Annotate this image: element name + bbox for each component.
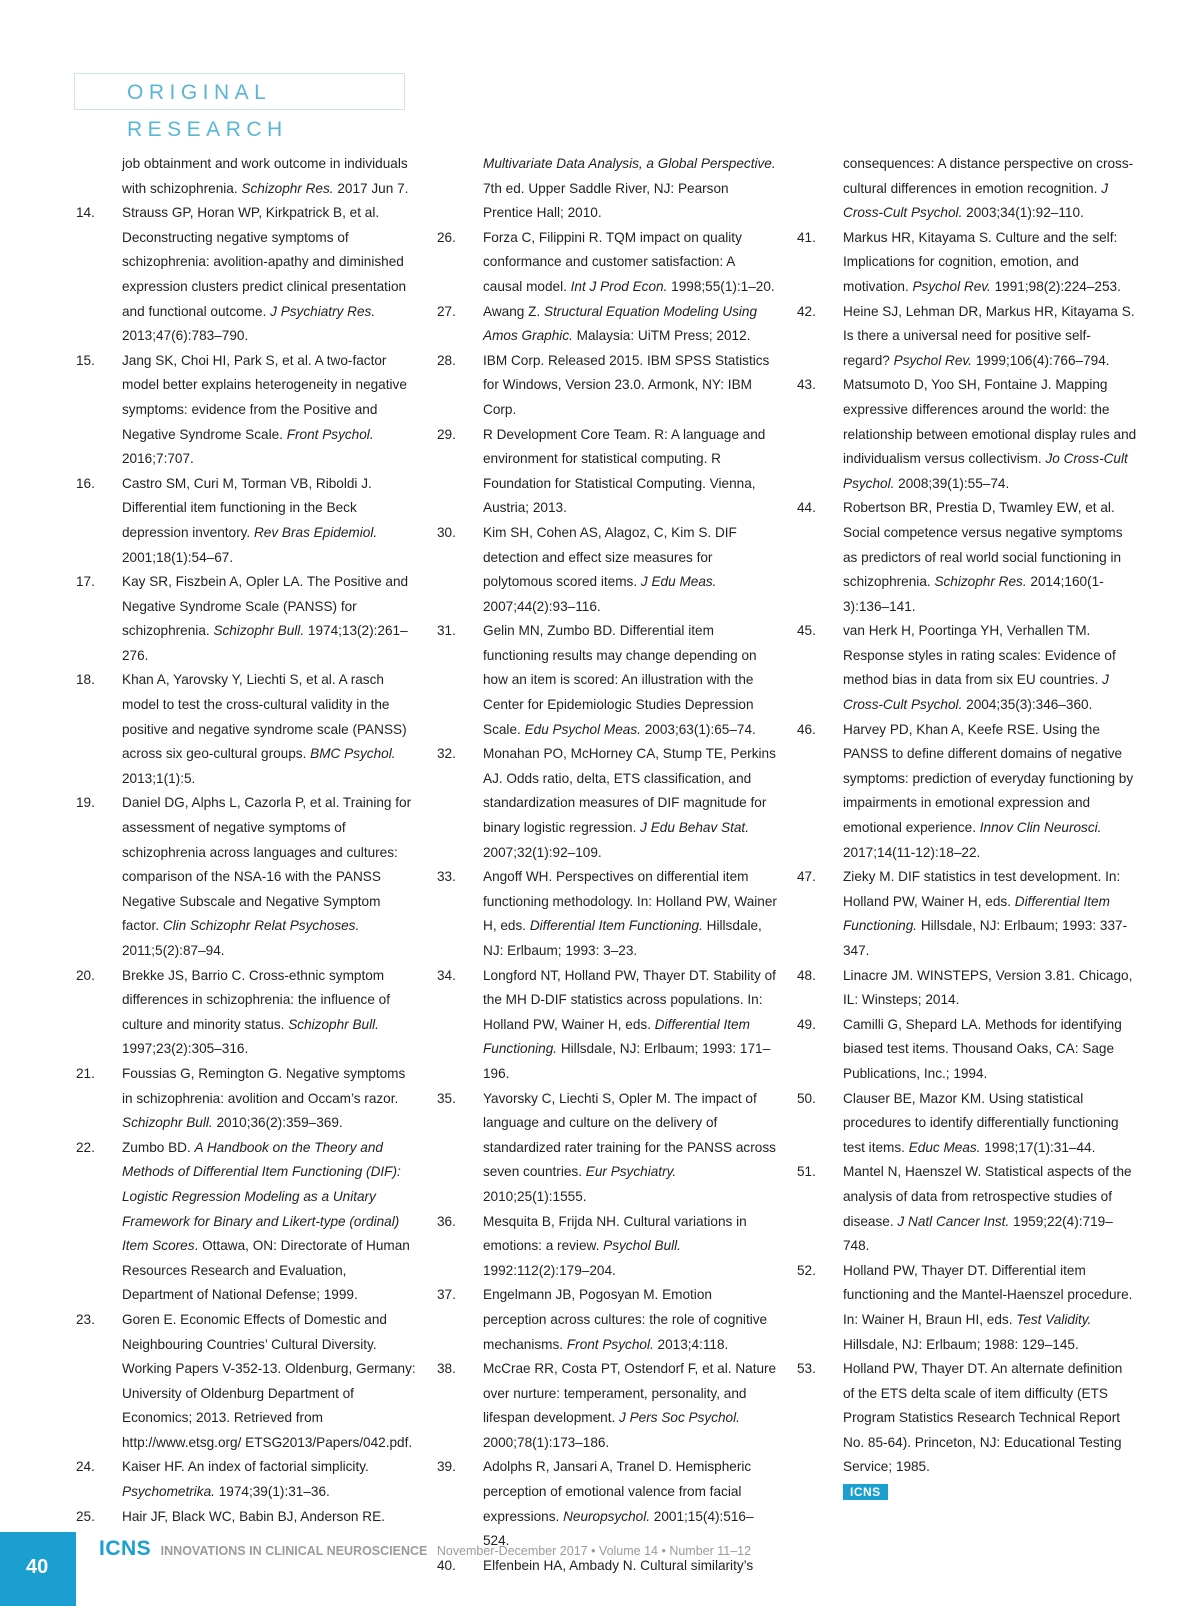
reference-text: Kim SH, Cohen AS, Alagoz, C, Kim S. DIF detection and effect size measures for polytomous scored items. J Edu Meas. 2007;44(2):93–116. [483, 524, 737, 614]
reference-text: Robertson BR, Prestia D, Twamley EW, et al. Social competence versus negative symptoms as predictors of real world social functioning in schizophrenia. Schizophr Res. 2014;160(1-3):136–141. [843, 500, 1123, 614]
reference-item [76, 1062, 416, 1136]
reference-text: Castro SM, Curi M, Torman VB, Riboldi J. Differential item functioning in the Beck depression inventory. Rev Bras Epidemiol. 2001;18(1):54–67. [122, 475, 378, 565]
reference-item [437, 152, 777, 226]
reference-text: Adolphs R, Jansari A, Tranel D. Hemispheric perception of emotional valence from facial expressions. Neuropsychol. 2001;15(4):516–524. [483, 1459, 754, 1549]
reference-text: Awang Z. Structural Equation Modeling Using Amos Graphic. Malaysia: UiTM Press; 2012. [483, 303, 758, 344]
reference-item [76, 1136, 416, 1308]
reference-text: Yavorsky C, Liechti S, Opler M. The impact of language and culture on the delivery of standardized rater training for the PANSS across seven countries. Eur Psychiatry. 2010;25(1):1555. [483, 1090, 776, 1204]
reference-number: 25. [76, 1508, 95, 1524]
reference-text: Khan A, Yarovsky Y, Liechti S, et al. A rasch model to test the cross-cultural validity in the positive and negative syndrome scale (PANSS) across six geo-cultural groups. BMC Psychol. 2013;1(1):5. [122, 672, 407, 786]
reference-number: 20. [76, 967, 95, 983]
reference-item [797, 619, 1137, 717]
reference-text: Angoff WH. Perspectives on differential item functioning methodology. In: Holland PW, Wainer H, eds. Differential Item Functioning. Hillsdale, NJ: Erlbaum; 1993: 3–23. [483, 869, 777, 958]
reference-text: Mantel N, Haenszel W. Statistical aspects of the analysis of data from retrospective studies of disease. J Natl Cancer Inst. 1959;22(4):719–748. [843, 1164, 1132, 1254]
reference-number: 42. [797, 303, 816, 319]
page-number: 40 [0, 1532, 76, 1606]
reference-number: 14. [76, 205, 95, 221]
reference-item [797, 1087, 1137, 1161]
reference-number: 47. [797, 869, 816, 885]
reference-item [76, 570, 416, 668]
reference-item [76, 791, 416, 963]
reference-text: Zumbo BD. A Handbook on the Theory and Methods of Differential Item Functioning (DIF): Logistic Regression Modeling as a Unitary Framework for Binary and Likert-type (ordinal) Item Scores. Ottawa, ON: Directorate of Human Resources Research and Evaluation, Department of National Defense; 1999. [122, 1139, 410, 1303]
reference-item [437, 964, 777, 1087]
reference-number: 45. [797, 623, 816, 639]
reference-number: 35. [437, 1090, 456, 1106]
reference-number: 27. [437, 303, 456, 319]
reference-item [437, 349, 777, 423]
reference-text: Hair JF, Black WC, Babin BJ, Anderson RE. [122, 1508, 385, 1524]
reference-text: IBM Corp. Released 2015. IBM SPSS Statistics for Windows, Version 23.0. Armonk, NY: IBM Corp. [483, 352, 770, 417]
reference-number: 24. [76, 1459, 95, 1475]
reference-text: Mesquita B, Frijda NH. Cultural variations in emotions: a review. Psychol Bull. 1992:112(2):179–204. [483, 1213, 747, 1278]
reference-number: 26. [437, 229, 456, 245]
reference-number: 22. [76, 1139, 95, 1155]
reference-item [437, 619, 777, 742]
reference-text: Clauser BE, Mazor KM. Using statistical procedures to identify differentially functioning test items. Educ Meas. 1998;17(1):31–44. [843, 1090, 1119, 1155]
reference-text: Jang SK, Choi HI, Park S, et al. A two-factor model better explains heterogeneity in negative symptoms: evidence from the Positive and Negative Syndrome Scale. Front Psychol. 2016;7:707. [122, 352, 407, 467]
journal-logo: ICNS [99, 1537, 152, 1560]
reference-text: Harvey PD, Khan A, Keefe RSE. Using the PANSS to define different domains of negative symptoms: prediction of everyday functioning by impairments in emotional expression and emotional experience. Innov Clin Neurosci. 2017;14(11-12):18–22. [843, 721, 1134, 860]
reference-item [797, 152, 1137, 226]
reference-item [437, 742, 777, 865]
reference-number: 40. [437, 1557, 456, 1573]
reference-number: 15. [76, 352, 95, 368]
issue-info: November-December 2017 • Volume 14 • Number 11–12 [436, 1544, 752, 1558]
reference-text: R Development Core Team. R: A language and environment for statistical computing. R Foundation for Statistical Computing. Vienna, Austria; 2013. [483, 426, 766, 516]
reference-number: 31. [437, 623, 456, 639]
page-footer [99, 1537, 751, 1561]
reference-text: Foussias G, Remington G. Negative symptoms in schizophrenia: avolition and Occam’s razor. Schizophr Bull. 2010;36(2):359–369. [122, 1065, 406, 1131]
reference-number: 16. [76, 475, 95, 491]
reference-item [437, 1357, 777, 1455]
reference-item [797, 964, 1137, 1013]
reference-number: 18. [76, 672, 95, 688]
reference-number: 34. [437, 967, 456, 983]
references-column-3 [797, 152, 1137, 1505]
reference-number: 19. [76, 795, 95, 811]
reference-item [437, 300, 777, 349]
reference-item [437, 226, 777, 300]
reference-item [76, 964, 416, 1062]
reference-number: 37. [437, 1287, 456, 1303]
reference-item [76, 668, 416, 791]
references-column-1 [76, 152, 416, 1529]
reference-number: 23. [76, 1311, 95, 1327]
reference-item [437, 865, 777, 963]
reference-text: Kaiser HF. An index of factorial simplicity. Psychometrika. 1974;39(1):31–36. [122, 1459, 369, 1500]
reference-item [797, 496, 1137, 619]
reference-text: Holland PW, Thayer DT. Differential item functioning and the Mantel-Haenszel procedure. In: Wainer H, Braun HI, eds. Test Validity. Hillsdale, NJ: Erlbaum; 1988: 129–145. [843, 1262, 1133, 1352]
reference-text: Elfenbein HA, Ambady N. Cultural similarity’s [483, 1557, 754, 1573]
reference-item [797, 1160, 1137, 1258]
reference-number: 52. [797, 1262, 816, 1278]
reference-number: 38. [437, 1361, 456, 1377]
reference-text: Holland PW, Thayer DT. An alternate definition of the ETS delta scale of item difficulty (ETS Program Statistics Research Technical Report No. 85-64). Princeton, NJ: Educational Testing Service; 1985. [843, 1361, 1123, 1475]
reference-number: 41. [797, 229, 816, 245]
reference-text: Linacre JM. WINSTEPS, Version 3.81. Chicago, IL: Winsteps; 2014. [843, 967, 1133, 1008]
reference-number: 44. [797, 500, 816, 516]
reference-text: Forza C, Filippini R. TQM impact on quality conformance and customer satisfaction: A causal model. Int J Prod Econ. 1998;55(1):1–20. [483, 229, 775, 294]
reference-item [437, 1283, 777, 1357]
reference-text: Gelin MN, Zumbo BD. Differential item functioning results may change depending on how an item is scored: An illustration with the Center for Epidemiologic Studies Depression Scale. Edu Psychol Meas. 2003;63(1):65–74. [483, 623, 757, 737]
reference-text: Zieky M. DIF statistics in test development. In: Holland PW, Wainer H, eds. Differential Item Functioning. Hillsdale, NJ: Erlbaum; 1993: 337-347. [843, 869, 1128, 958]
reference-number: 39. [437, 1459, 456, 1475]
end-of-article-badge: ICNS [843, 1484, 888, 1500]
reference-number: 49. [797, 1016, 816, 1032]
reference-number: 43. [797, 377, 816, 393]
reference-text: Goren E. Economic Effects of Domestic and Neighbouring Countries’ Cultural Diversity. Working Papers V-352-13. Oldenburg, Germany: University of Oldenburg Department of Economics; 2013. Retrieved from http://www.etsg.org/ ETSG2013/Papers/042.pdf. [122, 1311, 416, 1450]
section-label: ORIGINAL RESEARCH [74, 73, 405, 110]
reference-text: Camilli G, Shepard LA. Methods for identifying biased test items. Thousand Oaks, CA: Sage Publications, Inc.; 1994. [843, 1016, 1122, 1081]
reference-item [437, 521, 777, 619]
reference-item [797, 718, 1137, 866]
reference-text: Matsumoto D, Yoo SH, Fontaine J. Mapping expressive differences around the world: the relationship between emotional display rules and individualism versus collectivism. Jo Cross-Cult Psychol. 2008;39(1):55–74. [843, 377, 1137, 491]
reference-number: 51. [797, 1164, 816, 1180]
reference-text: Strauss GP, Horan WP, Kirkpatrick B, et al. Deconstructing negative symptoms of schizophrenia: avolition-apathy and diminished expression clusters predict clinical presentation and functional outcome. J Psychiatry Res. 2013;47(6):783–790. [122, 205, 407, 344]
reference-item [797, 1357, 1137, 1480]
reference-text: McCrae RR, Costa PT, Ostendorf F, et al. Nature over nurture: temperament, personality, and lifespan development. J Pers Soc Psychol. 2000;78(1):173–186. [483, 1361, 777, 1450]
reference-number: 30. [437, 524, 456, 540]
reference-item [797, 1259, 1137, 1357]
reference-item [76, 152, 416, 201]
reference-text: Daniel DG, Alphs L, Cazorla P, et al. Training for assessment of negative symptoms of schizophrenia across languages and cultures: comparison of the NSA-16 with the PANSS Negative Subscale and Negative Symptom factor. Clin Schizophr Relat Psychoses. 2011;5(2):87–94. [122, 795, 412, 958]
reference-text: Engelmann JB, Pogosyan M. Emotion perception across cultures: the role of cognitive mechanisms. Front Psychol. 2013;4:118. [483, 1287, 768, 1352]
reference-number: 29. [437, 426, 456, 442]
reference-item [76, 1308, 416, 1456]
reference-number: 28. [437, 352, 456, 368]
journal-name: INNOVATIONS IN CLINICAL NEUROSCIENCE [160, 1544, 428, 1558]
reference-item [797, 226, 1137, 300]
reference-item [76, 1455, 416, 1504]
reference-number: 36. [437, 1213, 456, 1229]
reference-item [76, 472, 416, 570]
reference-text: Brekke JS, Barrio C. Cross-ethnic symptom differences in schizophrenia: the influence of culture and minority status. Schizophr Bull. 1997;23(2):305–316. [122, 967, 391, 1057]
reference-item [437, 1210, 777, 1284]
reference-number: 21. [76, 1065, 95, 1081]
reference-item [437, 423, 777, 521]
reference-text: Markus HR, Kitayama S. Culture and the self: Implications for cognition, emotion, and motivation. Psychol Rev. 1991;98(2):224–253. [843, 229, 1121, 294]
reference-number: 53. [797, 1361, 816, 1377]
reference-item [76, 1505, 416, 1530]
reference-item [76, 349, 416, 472]
reference-text: Heine SJ, Lehman DR, Markus HR, Kitayama S. Is there a universal need for positive self-regard? Psychol Rev. 1999;106(4):766–794. [843, 303, 1135, 368]
references-column-2 [437, 152, 777, 1578]
reference-number: 17. [76, 574, 95, 590]
reference-text: consequences: A distance perspective on cross-cultural differences in emotion recognition. J Cross-Cult Psychol. 2003;34(1):92–110. [843, 156, 1134, 221]
reference-number: 48. [797, 967, 816, 983]
reference-item [797, 300, 1137, 374]
reference-item [437, 1087, 777, 1210]
reference-item [76, 201, 416, 349]
reference-text: job obtainment and work outcome in individuals with schizophrenia. Schizophr Res. 2017 Jun 7. [122, 156, 409, 196]
reference-text: van Herk H, Poortinga YH, Verhallen TM. Response styles in rating scales: Evidence of method bias in data from six EU countries. J Cross-Cult Psychol. 2004;35(3):346–360. [843, 623, 1116, 713]
reference-item [797, 373, 1137, 496]
reference-text: Multivariate Data Analysis, a Global Perspective. 7th ed. Upper Saddle River, NJ: Pearson Prentice Hall; 2010. [483, 156, 776, 221]
reference-number: 32. [437, 746, 456, 762]
reference-number: 50. [797, 1090, 816, 1106]
reference-number: 46. [797, 721, 816, 737]
reference-number: 33. [437, 869, 456, 885]
reference-text: Monahan PO, McHorney CA, Stump TE, Perkins AJ. Odds ratio, delta, ETS classification, and standardization measures of DIF magnitude for binary logistic regression. J Edu Behav Stat. 2007;32(1):92–109. [483, 746, 776, 860]
reference-item [797, 865, 1137, 963]
reference-text: Longford NT, Holland PW, Thayer DT. Stability of the MH D-DIF statistics across populations. In: Holland PW, Wainer H, eds. Differential Item Functioning. Hillsdale, NJ: Erlbaum; 1993: 171–196. [483, 967, 776, 1081]
reference-text: Kay SR, Fiszbein A, Opler LA. The Positive and Negative Syndrome Scale (PANSS) for schizophrenia. Schizophr Bull. 1974;13(2):261–276. [122, 574, 409, 663]
reference-item [797, 1013, 1137, 1087]
